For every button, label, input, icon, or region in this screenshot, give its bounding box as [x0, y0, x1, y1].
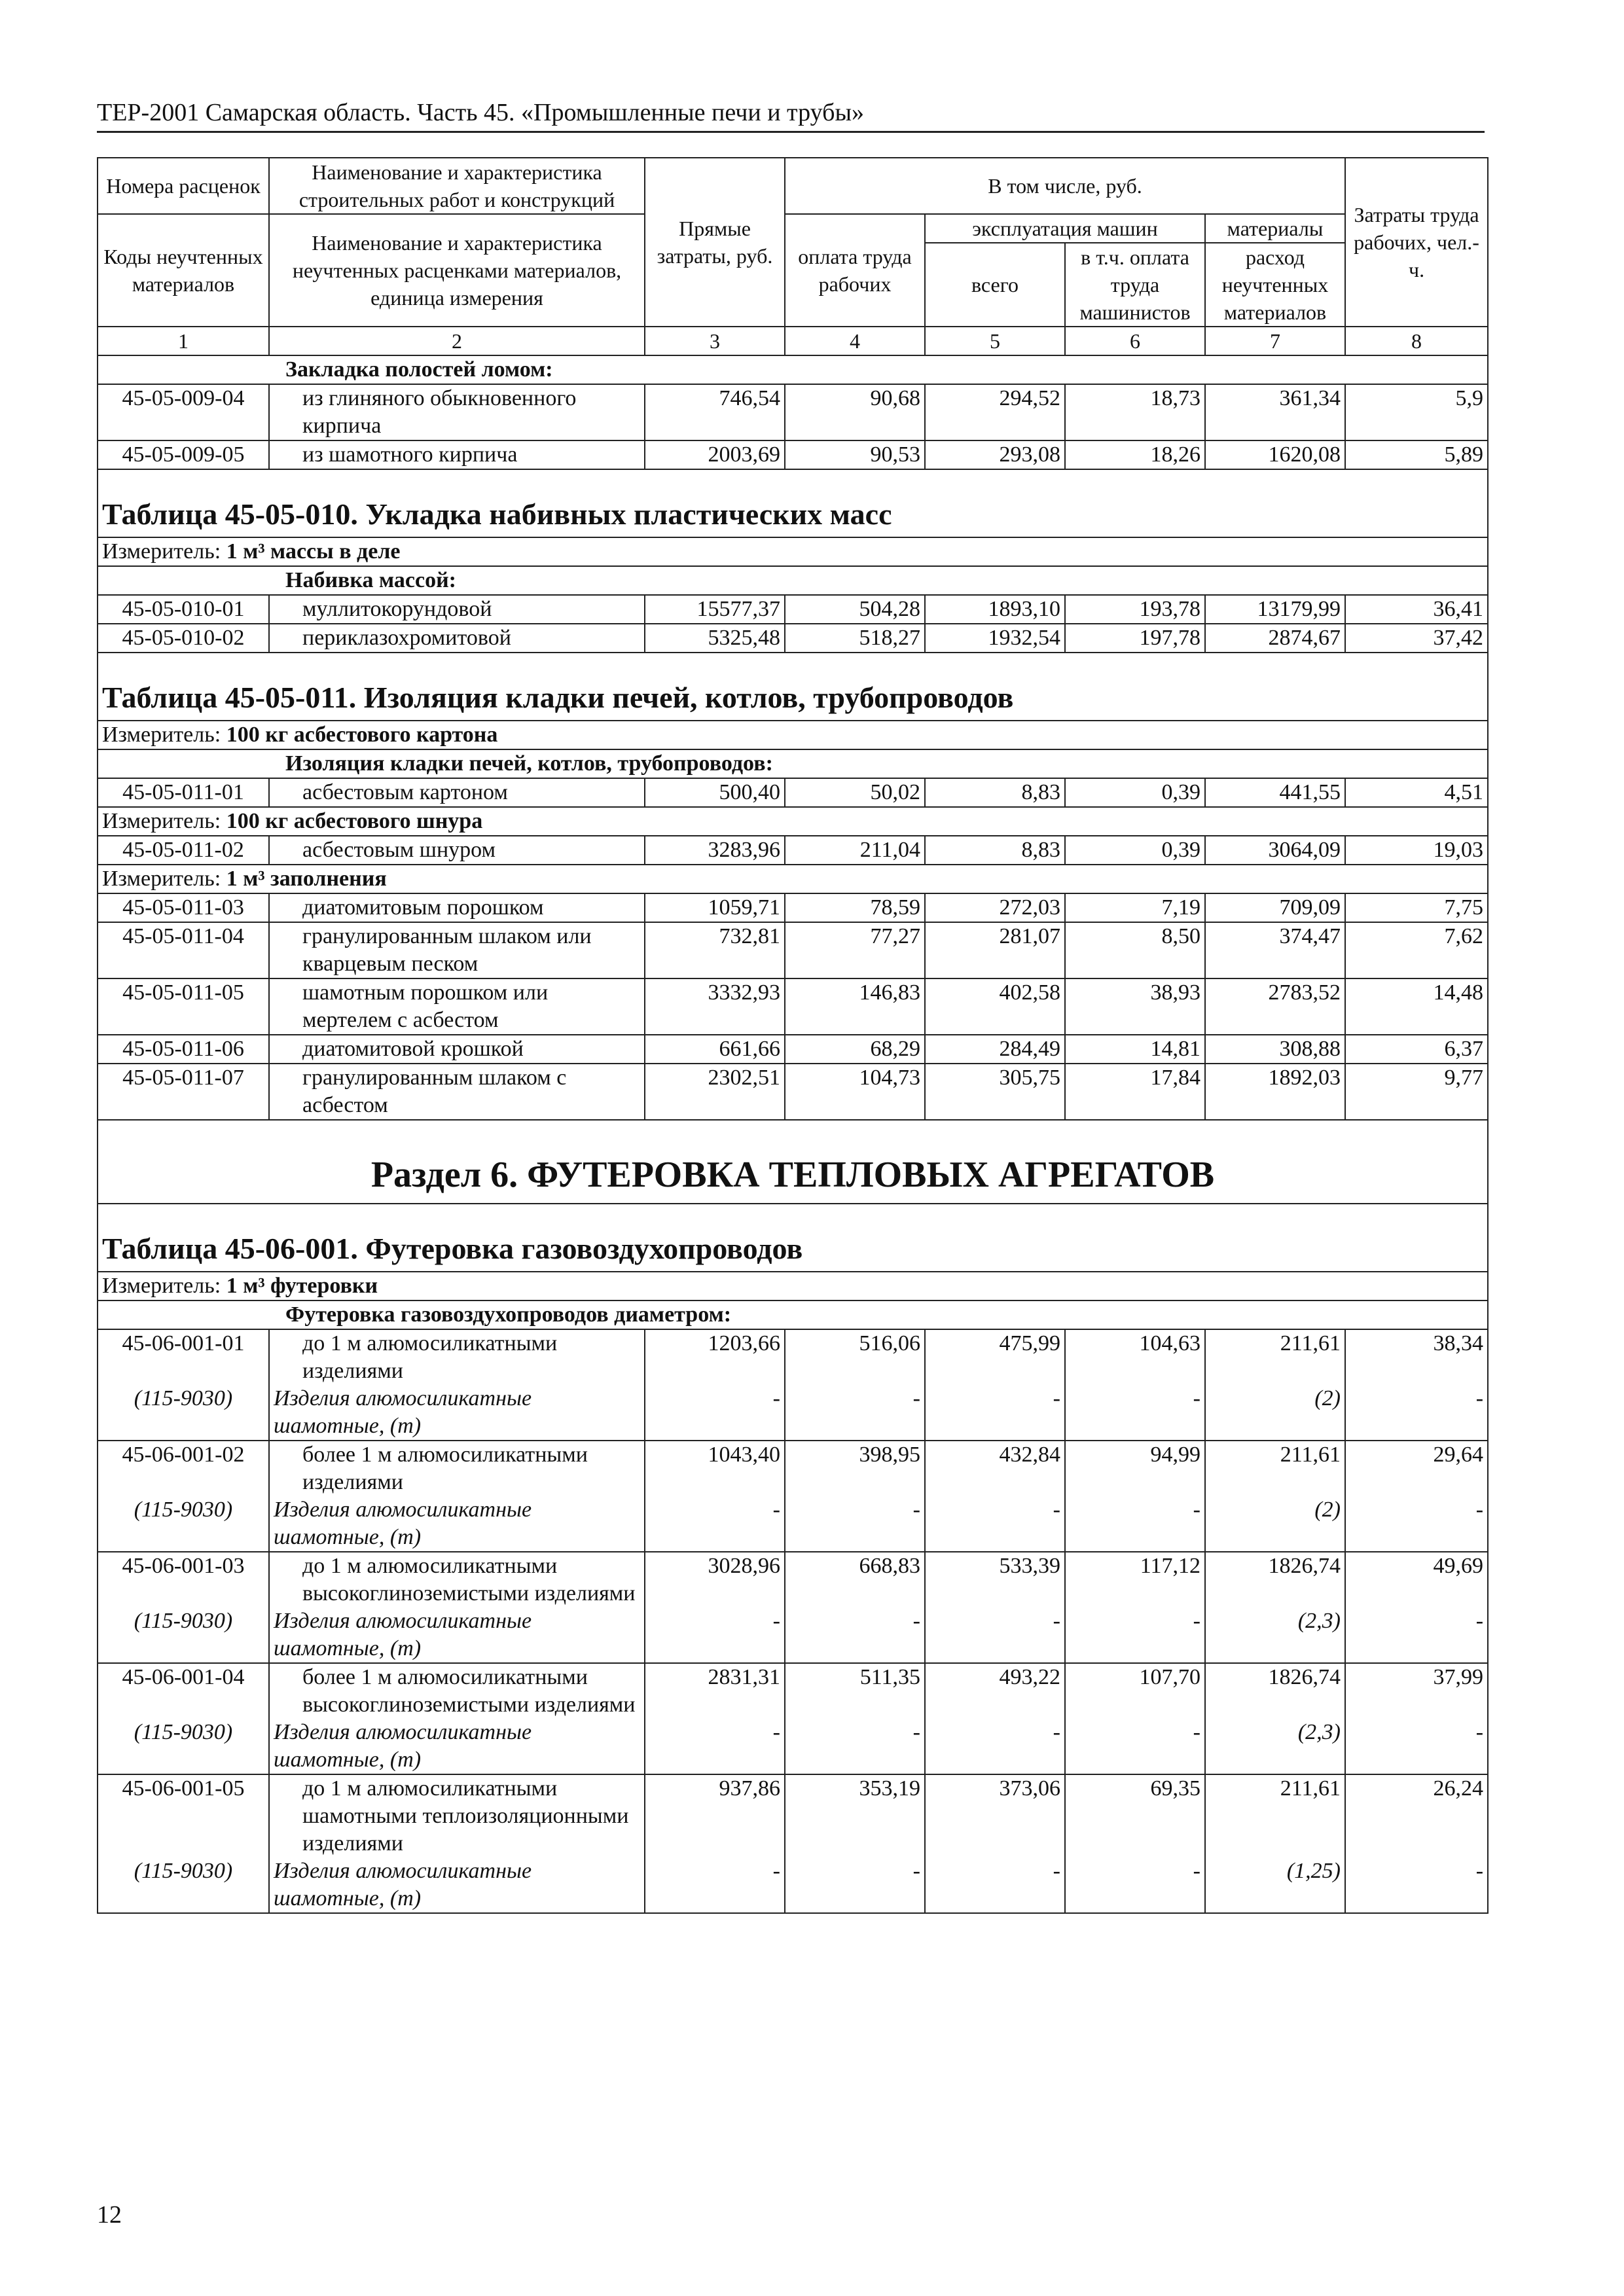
value-cell: 3064,09	[1205, 836, 1345, 865]
value-cell: 516,06	[785, 1329, 925, 1385]
value-cell: 1892,03	[1205, 1064, 1345, 1120]
value-cell: 94,99	[1065, 1441, 1205, 1496]
value-cell: -	[925, 1607, 1065, 1663]
value-cell: (2,3)	[1205, 1607, 1345, 1663]
value-cell: 500,40	[645, 778, 785, 807]
value-cell: 7,19	[1065, 893, 1205, 922]
value-cell: 533,39	[925, 1552, 1065, 1607]
table-row	[98, 1857, 1488, 1913]
value-cell: -	[1065, 1857, 1205, 1913]
value-cell: -	[645, 1607, 785, 1663]
table-row	[98, 1035, 1488, 1064]
meter	[98, 865, 1488, 893]
section-title: Раздел 6. ФУТЕРОВКА ТЕПЛОВЫХ АГРЕГАТОВ	[370, 1155, 1215, 1195]
header-col6: в т.ч. оплата труда машинистов	[1065, 243, 1205, 327]
col-number: 1	[98, 327, 269, 355]
group-title: Изоляция кладки печей, котлов, трубопроводов:	[98, 749, 1488, 778]
table-title: Таблица 45-05-011. Изоляция кладки печей, котлов, трубопроводов	[102, 681, 1014, 714]
col-number: 5	[925, 327, 1065, 355]
header-incl: В том числе, руб.	[785, 158, 1345, 214]
value-cell: 1826,74	[1205, 1552, 1345, 1607]
value-cell: -	[1345, 1385, 1488, 1441]
group-row	[98, 1300, 1488, 1329]
table-row	[98, 1552, 1488, 1607]
meter	[98, 721, 1488, 749]
col-number: 4	[785, 327, 925, 355]
rate-code: 45-05-011-05	[98, 978, 269, 1035]
meter-row	[98, 865, 1488, 893]
value-cell: 19,03	[1345, 836, 1488, 865]
value-cell: -	[1065, 1385, 1205, 1441]
value-cell: 7,75	[1345, 893, 1488, 922]
table-title-row	[98, 469, 1488, 537]
meter-row	[98, 1272, 1488, 1300]
col-number: 7	[1205, 327, 1345, 355]
page-number: 12	[97, 2201, 122, 2229]
value-cell: 732,81	[645, 922, 785, 978]
value-cell: 5,89	[1345, 440, 1488, 469]
meter-label: Измеритель:	[102, 1274, 221, 1298]
value-cell: 3028,96	[645, 1552, 785, 1607]
header-machines: эксплуатация машин	[925, 214, 1205, 243]
col-number: 3	[645, 327, 785, 355]
table-title: Таблица 45-05-010. Укладка набивных пластических масс	[102, 497, 892, 531]
value-cell: 29,64	[1345, 1441, 1488, 1496]
value-cell: 374,47	[1205, 922, 1345, 978]
work-name: более 1 м алюмосиликатными изделиями	[269, 1441, 645, 1496]
table-row	[98, 384, 1488, 440]
value-cell: -	[645, 1385, 785, 1441]
value-cell: -	[1345, 1719, 1488, 1774]
value-cell: 69,35	[1065, 1774, 1205, 1857]
table-row	[98, 624, 1488, 653]
value-cell: (1,25)	[1205, 1857, 1345, 1913]
value-cell: 493,22	[925, 1663, 1065, 1719]
header-col8: Затраты труда рабочих, чел.-ч.	[1345, 158, 1488, 327]
value-cell: 272,03	[925, 893, 1065, 922]
meter-row	[98, 537, 1488, 566]
value-cell: 8,83	[925, 836, 1065, 865]
header-col3: Прямые затраты, руб.	[645, 158, 785, 327]
section-row	[98, 1120, 1488, 1204]
value-cell: 68,29	[785, 1035, 925, 1064]
value-cell: 5,9	[1345, 384, 1488, 440]
value-cell: 3332,93	[645, 978, 785, 1035]
header-col4: оплата труда рабочих	[785, 214, 925, 327]
value-cell: -	[645, 1857, 785, 1913]
value-cell: 937,86	[645, 1774, 785, 1857]
value-cell: 4,51	[1345, 778, 1488, 807]
value-cell: 373,06	[925, 1774, 1065, 1857]
col-number: 8	[1345, 327, 1488, 355]
work-name: асбестовым шнуром	[269, 836, 645, 865]
meter	[98, 537, 1488, 566]
header-materials: материалы	[1205, 214, 1345, 243]
table-row	[98, 1607, 1488, 1663]
value-cell: 14,81	[1065, 1035, 1205, 1064]
material-name: Изделия алюмосиликатные шамотные, (т)	[269, 1496, 645, 1552]
meter-value: 1 м³ массы в деле	[226, 539, 401, 564]
material-name: Изделия алюмосиликатные шамотные, (т)	[269, 1719, 645, 1774]
group-row	[98, 566, 1488, 595]
value-cell: 14,48	[1345, 978, 1488, 1035]
value-cell: 2003,69	[645, 440, 785, 469]
header-col2-top: Наименование и характеристика строительных работ и конструкций	[269, 158, 645, 214]
value-cell: 668,83	[785, 1552, 925, 1607]
value-cell: 2302,51	[645, 1064, 785, 1120]
group-title: Футеровка газовоздухопроводов диаметром:	[98, 1300, 1488, 1329]
group-title: Набивка массой:	[98, 566, 1488, 595]
value-cell: 38,34	[1345, 1329, 1488, 1385]
value-cell: 17,84	[1065, 1064, 1205, 1120]
value-cell: 78,59	[785, 893, 925, 922]
value-cell: -	[1345, 1857, 1488, 1913]
rate-code: 45-05-011-04	[98, 922, 269, 978]
value-cell: -	[785, 1496, 925, 1552]
value-cell: -	[925, 1857, 1065, 1913]
value-cell: -	[925, 1496, 1065, 1552]
value-cell: 1932,54	[925, 624, 1065, 653]
group-title: Закладка полостей ломом:	[98, 355, 1488, 384]
value-cell: 511,35	[785, 1663, 925, 1719]
table-row	[98, 1719, 1488, 1774]
work-name: гранулированным шлаком с асбестом	[269, 1064, 645, 1120]
value-cell: 475,99	[925, 1329, 1065, 1385]
value-cell: (2,3)	[1205, 1719, 1345, 1774]
value-cell: 50,02	[785, 778, 925, 807]
value-cell: 1043,40	[645, 1441, 785, 1496]
value-cell: 90,53	[785, 440, 925, 469]
value-cell: 37,42	[1345, 624, 1488, 653]
value-cell: 294,52	[925, 384, 1065, 440]
value-cell: (2)	[1205, 1385, 1345, 1441]
meter-value: 1 м³ заполнения	[226, 867, 387, 891]
meter-value: 100 кг асбестового картона	[226, 723, 498, 747]
rate-code: 45-06-001-04	[98, 1663, 269, 1719]
table-row	[98, 1774, 1488, 1857]
value-cell: 26,24	[1345, 1774, 1488, 1857]
table-row	[98, 1496, 1488, 1552]
meter-row	[98, 807, 1488, 836]
value-cell: 146,83	[785, 978, 925, 1035]
value-cell: 441,55	[1205, 778, 1345, 807]
table-row	[98, 595, 1488, 624]
meter-label: Измеритель:	[102, 723, 221, 747]
table-row	[98, 778, 1488, 807]
value-cell: 709,09	[1205, 893, 1345, 922]
rate-code: 45-05-009-05	[98, 440, 269, 469]
value-cell: 293,08	[925, 440, 1065, 469]
rate-code: 45-05-011-07	[98, 1064, 269, 1120]
value-cell: 107,70	[1065, 1663, 1205, 1719]
meter-value: 100 кг асбестового шнура	[226, 809, 483, 833]
header-col5: всего	[925, 243, 1065, 327]
header-col1-top: Номера расценок	[98, 158, 269, 214]
rate-code: 45-06-001-05	[98, 1774, 269, 1857]
header-col7: расход неучтенных материалов	[1205, 243, 1345, 327]
value-cell: 0,39	[1065, 778, 1205, 807]
group-row	[98, 355, 1488, 384]
value-cell: -	[785, 1607, 925, 1663]
work-name: шамотным порошком или мертелем с асбестом	[269, 978, 645, 1035]
material-code: (115-9030)	[98, 1719, 269, 1774]
value-cell: 361,34	[1205, 384, 1345, 440]
value-cell: -	[1345, 1496, 1488, 1552]
value-cell: 90,68	[785, 384, 925, 440]
header-col1-bottom: Коды неучтенных материалов	[98, 214, 269, 327]
work-name: до 1 м алюмосиликатными изделиями	[269, 1329, 645, 1385]
work-name: муллитокорундовой	[269, 595, 645, 624]
rate-code: 45-05-011-02	[98, 836, 269, 865]
material-code: (115-9030)	[98, 1385, 269, 1441]
table-row	[98, 836, 1488, 865]
material-name: Изделия алюмосиликатные шамотные, (т)	[269, 1857, 645, 1913]
rate-code: 45-05-010-01	[98, 595, 269, 624]
value-cell: 77,27	[785, 922, 925, 978]
value-cell: 211,61	[1205, 1774, 1345, 1857]
work-name: асбестовым картоном	[269, 778, 645, 807]
value-cell: 9,77	[1345, 1064, 1488, 1120]
value-cell: 284,49	[925, 1035, 1065, 1064]
value-cell: 1826,74	[1205, 1663, 1345, 1719]
value-cell: 15577,37	[645, 595, 785, 624]
value-cell: -	[925, 1719, 1065, 1774]
meter	[98, 1272, 1488, 1300]
value-cell: 104,73	[785, 1064, 925, 1120]
value-cell: 18,26	[1065, 440, 1205, 469]
value-cell: 197,78	[1065, 624, 1205, 653]
material-code: (115-9030)	[98, 1496, 269, 1552]
rate-code: 45-05-011-03	[98, 893, 269, 922]
value-cell: 1893,10	[925, 595, 1065, 624]
running-header: ТЕР-2001 Самарская область. Часть 45. «Промышленные печи и трубы»	[97, 97, 1485, 133]
value-cell: 5325,48	[645, 624, 785, 653]
value-cell: 504,28	[785, 595, 925, 624]
value-cell: 1059,71	[645, 893, 785, 922]
work-name: из глиняного обыкновенного кирпича	[269, 384, 645, 440]
value-cell: 0,39	[1065, 836, 1205, 865]
value-cell: -	[785, 1719, 925, 1774]
rate-code: 45-05-010-02	[98, 624, 269, 653]
table-row	[98, 922, 1488, 978]
value-cell: 305,75	[925, 1064, 1065, 1120]
work-name: периклазохромитовой	[269, 624, 645, 653]
meter-label: Измеритель:	[102, 867, 221, 891]
value-cell: 1620,08	[1205, 440, 1345, 469]
material-code: (115-9030)	[98, 1607, 269, 1663]
table-row	[98, 1663, 1488, 1719]
value-cell: 49,69	[1345, 1552, 1488, 1607]
value-cell: -	[925, 1385, 1065, 1441]
rate-code: 45-05-011-06	[98, 1035, 269, 1064]
rate-code: 45-05-011-01	[98, 778, 269, 807]
table-row	[98, 440, 1488, 469]
rate-code: 45-05-009-04	[98, 384, 269, 440]
value-cell: 353,19	[785, 1774, 925, 1857]
value-cell: 432,84	[925, 1441, 1065, 1496]
value-cell: 308,88	[1205, 1035, 1345, 1064]
table-title-row	[98, 1204, 1488, 1272]
value-cell: -	[645, 1719, 785, 1774]
work-name: до 1 м алюмосиликатными высокоглиноземистыми изделиями	[269, 1552, 645, 1607]
value-cell: -	[1065, 1607, 1205, 1663]
value-cell: 104,63	[1065, 1329, 1205, 1385]
meter	[98, 807, 1488, 836]
value-cell: -	[1345, 1607, 1488, 1663]
value-cell: 211,61	[1205, 1329, 1345, 1385]
value-cell: 193,78	[1065, 595, 1205, 624]
meter-value: 1 м³ футеровки	[226, 1274, 378, 1298]
table-row	[98, 1441, 1488, 1496]
value-cell: 2783,52	[1205, 978, 1345, 1035]
table-row	[98, 1064, 1488, 1120]
table-row	[98, 1329, 1488, 1385]
value-cell: 2874,67	[1205, 624, 1345, 653]
value-cell: 7,62	[1345, 922, 1488, 978]
table-row	[98, 893, 1488, 922]
col-number: 2	[269, 327, 645, 355]
value-cell: 1203,66	[645, 1329, 785, 1385]
work-name: гранулированным шлаком или кварцевым песком	[269, 922, 645, 978]
work-name: до 1 м алюмосиликатными шамотными теплоизоляционными изделиями	[269, 1774, 645, 1857]
value-cell: 13179,99	[1205, 595, 1345, 624]
table-title-row	[98, 653, 1488, 721]
table-title: Таблица 45-06-001. Футеровка газовоздухопроводов	[102, 1232, 803, 1265]
value-cell: 661,66	[645, 1035, 785, 1064]
rate-code: 45-06-001-01	[98, 1329, 269, 1385]
col-number: 6	[1065, 327, 1205, 355]
meter-label: Измеритель:	[102, 539, 221, 564]
value-cell: 746,54	[645, 384, 785, 440]
table-row	[98, 1385, 1488, 1441]
work-name: более 1 м алюмосиликатными высокоглиноземистыми изделиями	[269, 1663, 645, 1719]
value-cell: 3283,96	[645, 836, 785, 865]
value-cell: -	[1065, 1496, 1205, 1552]
value-cell: 8,50	[1065, 922, 1205, 978]
meter-row	[98, 721, 1488, 749]
value-cell: 398,95	[785, 1441, 925, 1496]
value-cell: 518,27	[785, 624, 925, 653]
work-name: диатомитовой крошкой	[269, 1035, 645, 1064]
rate-code: 45-06-001-03	[98, 1552, 269, 1607]
work-name: диатомитовым порошком	[269, 893, 645, 922]
header-col2-bottom: Наименование и характеристика неучтенных расценками материалов, единица измерения	[269, 214, 645, 327]
value-cell: 6,37	[1345, 1035, 1488, 1064]
table-row	[98, 978, 1488, 1035]
value-cell: (2)	[1205, 1496, 1345, 1552]
value-cell: 18,73	[1065, 384, 1205, 440]
material-name: Изделия алюмосиликатные шамотные, (т)	[269, 1385, 645, 1441]
rates-table	[97, 157, 1489, 1914]
work-name: из шамотного кирпича	[269, 440, 645, 469]
value-cell: 8,83	[925, 778, 1065, 807]
material-code: (115-9030)	[98, 1857, 269, 1913]
value-cell: -	[785, 1857, 925, 1913]
group-row	[98, 749, 1488, 778]
value-cell: 2831,31	[645, 1663, 785, 1719]
value-cell: -	[785, 1385, 925, 1441]
value-cell: 402,58	[925, 978, 1065, 1035]
value-cell: 37,99	[1345, 1663, 1488, 1719]
rate-code: 45-06-001-02	[98, 1441, 269, 1496]
material-name: Изделия алюмосиликатные шамотные, (т)	[269, 1607, 645, 1663]
value-cell: 38,93	[1065, 978, 1205, 1035]
value-cell: -	[645, 1496, 785, 1552]
value-cell: 117,12	[1065, 1552, 1205, 1607]
value-cell: -	[1065, 1719, 1205, 1774]
value-cell: 281,07	[925, 922, 1065, 978]
meter-label: Измеритель:	[102, 809, 221, 833]
column-numbers-row	[98, 327, 1488, 355]
value-cell: 211,61	[1205, 1441, 1345, 1496]
value-cell: 36,41	[1345, 595, 1488, 624]
value-cell: 211,04	[785, 836, 925, 865]
